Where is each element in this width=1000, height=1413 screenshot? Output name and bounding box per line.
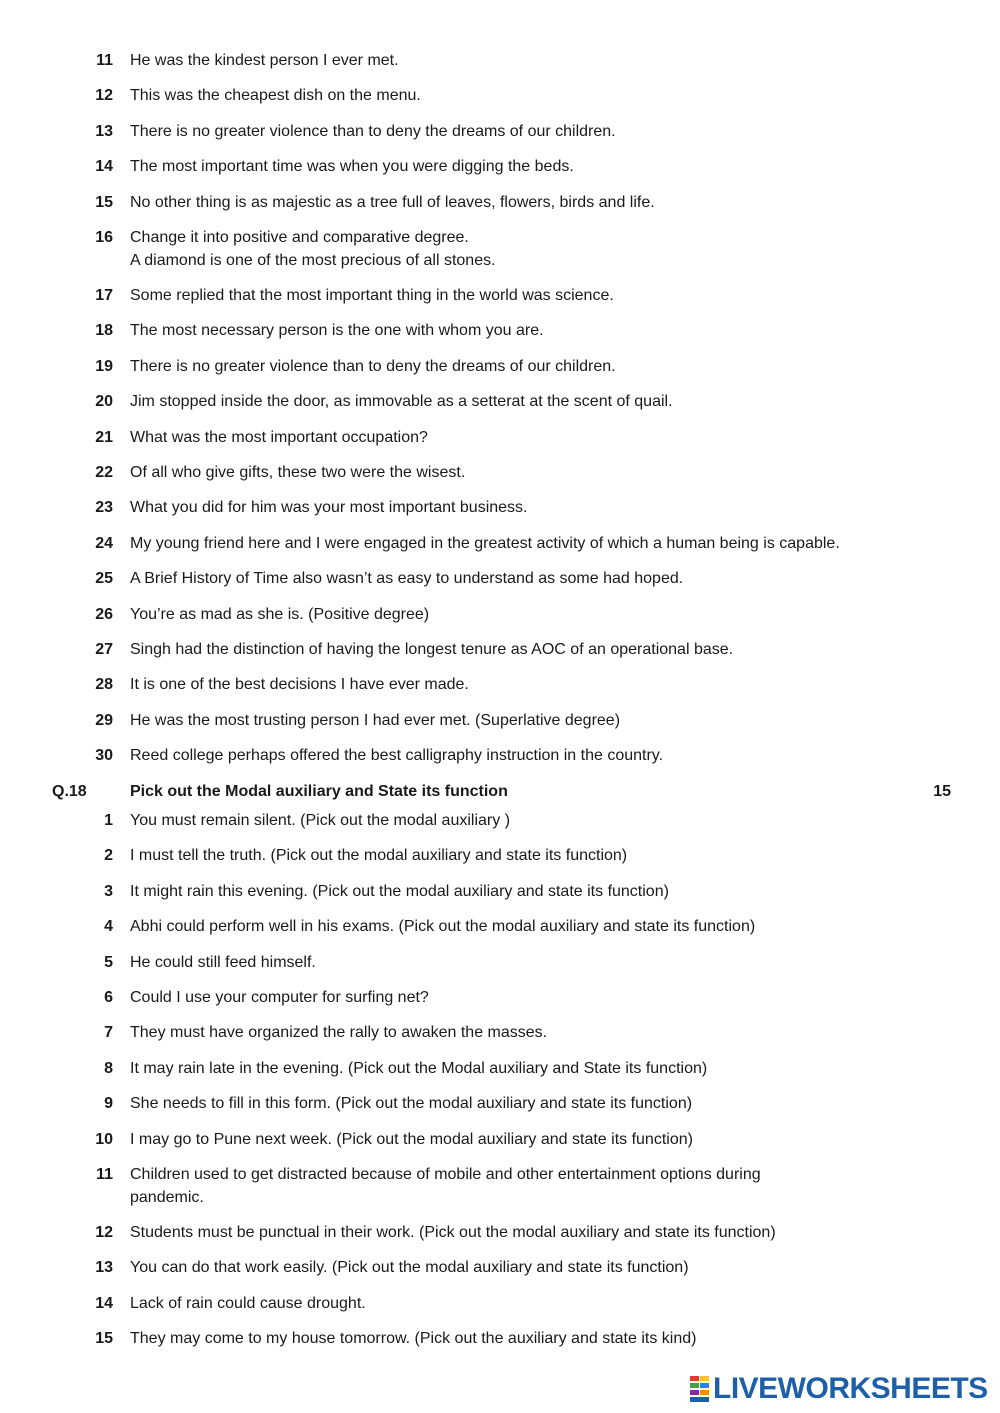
item-text	[130, 191, 830, 214]
question-marks: 15	[933, 783, 951, 800]
item-text	[130, 844, 830, 867]
item-number: 30	[95, 747, 113, 765]
item-text	[130, 1128, 830, 1151]
item-number: 25	[95, 570, 113, 588]
item-number: 17	[95, 287, 113, 304]
item-number: 26	[95, 605, 113, 623]
item-text-line: He could still feed himself.	[130, 953, 316, 971]
item-number: 15	[95, 1330, 113, 1348]
item-text	[130, 915, 830, 938]
item-text	[130, 1292, 830, 1315]
item-number: 2	[104, 847, 113, 865]
item-number: 14	[95, 1294, 113, 1312]
item-text-line: Children used to get distracted because of mobile and other entertainment options during	[130, 1166, 761, 1183]
item-number: 21	[95, 428, 113, 446]
item-text-line: Reed college perhaps offered the best calligraphy instruction in the country.	[130, 747, 664, 765]
item-text	[130, 1327, 830, 1350]
item-number: 18	[95, 322, 113, 340]
item-text	[130, 986, 830, 1009]
item-text-line: I may go to Pune next week. (Pick out the modal auxiliary and state its function)	[130, 1130, 693, 1148]
item-text-line: Abhi could perform well in his exams. (Pick out the modal auxiliary and state its function)	[130, 918, 756, 936]
item-number: 22	[95, 464, 113, 481]
item-text	[130, 390, 830, 413]
item-text-line: He was the most trusting person I had ever met. (Superlative degree)	[130, 711, 621, 729]
item-text-line: It might rain this evening. (Pick out the modal auxiliary and state its function)	[130, 882, 669, 900]
item-text-line: The most important time was when you were digging the beds.	[130, 158, 574, 176]
item-text-line: No other thing is as majestic as a tree full of leaves, flowers, birds and life.	[130, 193, 655, 211]
item-text	[130, 709, 830, 732]
item-text	[130, 1221, 830, 1244]
item-text-line: A diamond is one of the most precious of all stones.	[130, 252, 496, 269]
item-text-line: What was the most important occupation?	[130, 428, 428, 446]
item-text	[130, 84, 830, 107]
item-number: 10	[95, 1130, 113, 1148]
question-title: Pick out the Modal auxiliary and State its function	[130, 783, 508, 800]
item-text-line: You must remain silent. (Pick out the modal auxiliary )	[130, 812, 511, 829]
item-number: 4	[104, 918, 113, 936]
item-text-line: Students must be punctual in their work. (Pick out the modal auxiliary and state its function)	[130, 1224, 776, 1241]
item-text-line: A Brief History of Time also wasn’t as easy to understand as some had hoped.	[130, 570, 684, 588]
item-number: 13	[95, 122, 113, 140]
item-number: 19	[95, 357, 113, 375]
item-text-line: They must have organized the rally to awaken the masses.	[130, 1024, 548, 1042]
item-text	[130, 638, 830, 661]
item-text	[130, 155, 830, 178]
item-text-line: pandemic.	[130, 1189, 204, 1206]
item-number: 11	[96, 1166, 113, 1183]
question-number: Q.18	[52, 783, 87, 800]
item-text-line: Change it into positive and comparative degree.	[130, 229, 469, 246]
item-text	[130, 226, 830, 272]
item-text	[130, 567, 830, 590]
item-number: 14	[95, 158, 113, 176]
item-text-line: You’re as mad as she is. (Positive degree)	[130, 605, 430, 623]
item-text-line: It is one of the best decisions I have ever made.	[130, 676, 469, 694]
item-number: 8	[104, 1059, 113, 1077]
item-text	[130, 673, 830, 696]
item-text	[130, 951, 830, 974]
item-text-line: What you did for him was your most important business.	[130, 499, 528, 517]
item-text-line: There is no greater violence than to deny the dreams of our children.	[130, 357, 616, 375]
item-text	[130, 1256, 830, 1279]
item-number: 12	[95, 1224, 113, 1241]
item-text	[130, 120, 830, 143]
item-text	[130, 809, 830, 832]
item-text	[130, 744, 830, 767]
item-text-line: It may rain late in the evening. (Pick out the Modal auxiliary and State its function)	[130, 1059, 708, 1077]
item-number: 5	[104, 953, 113, 971]
item-text-line: I must tell the truth. (Pick out the modal auxiliary and state its function)	[130, 847, 628, 865]
item-text	[130, 319, 830, 342]
item-number: 29	[95, 711, 113, 729]
item-text-line: The most necessary person is the one with whom you are.	[130, 322, 544, 340]
item-text-line: Some replied that the most important thing in the world was science.	[130, 287, 614, 304]
item-text	[130, 532, 840, 555]
item-text-line: This was the cheapest dish on the menu.	[130, 87, 421, 105]
liveworksheets-logo-icon	[690, 1376, 710, 1402]
item-text-line: Could I use your computer for surfing net?	[130, 989, 429, 1006]
item-number: 15	[95, 193, 113, 211]
item-number: 23	[95, 499, 113, 517]
item-number: 3	[104, 882, 113, 900]
item-text	[130, 355, 830, 378]
item-text	[130, 49, 830, 72]
item-number: 1	[104, 812, 113, 829]
item-text	[130, 1092, 830, 1115]
item-number: 7	[104, 1024, 113, 1042]
item-text	[130, 1057, 830, 1080]
item-number: 16	[95, 229, 113, 246]
item-text	[130, 496, 830, 519]
item-text	[130, 1021, 830, 1044]
item-number: 6	[104, 989, 113, 1006]
item-text	[130, 284, 830, 307]
item-text	[130, 880, 830, 903]
item-text-line: They may come to my house tomorrow. (Pick out the auxiliary and state its kind)	[130, 1330, 697, 1348]
item-number: 24	[95, 534, 113, 552]
item-number: 11	[96, 52, 113, 69]
item-number: 13	[95, 1259, 113, 1277]
item-text-line: She needs to fill in this form. (Pick out the modal auxiliary and state its function)	[130, 1095, 693, 1113]
item-text	[130, 461, 830, 484]
item-text-line: Lack of rain could cause drought.	[130, 1294, 366, 1312]
item-number: 28	[95, 676, 113, 694]
item-text	[130, 1163, 830, 1209]
logo-text: LIVEWORKSHEETS	[713, 1372, 988, 1405]
liveworksheets-logo	[690, 1373, 988, 1405]
item-text-line: You can do that work easily. (Pick out the modal auxiliary and state its function)	[130, 1259, 689, 1277]
item-number: 20	[95, 393, 113, 411]
item-text-line: He was the kindest person I ever met.	[130, 52, 399, 69]
item-text-line: Of all who give gifts, these two were the wisest.	[130, 464, 466, 481]
item-text-line: There is no greater violence than to deny the dreams of our children.	[130, 122, 616, 140]
item-text-line: Singh had the distinction of having the longest tenure as AOC of an operational base.	[130, 641, 734, 658]
item-number: 12	[95, 87, 113, 105]
item-text	[130, 603, 830, 626]
item-number: 9	[104, 1095, 113, 1113]
item-text	[130, 426, 830, 449]
item-text-line: Jim stopped inside the door, as immovable as a setterat at the scent of quail.	[130, 393, 673, 411]
item-text-line: My young friend here and I were engaged in the greatest activity of which a human being is capable.	[130, 534, 840, 552]
item-number: 27	[95, 641, 113, 658]
